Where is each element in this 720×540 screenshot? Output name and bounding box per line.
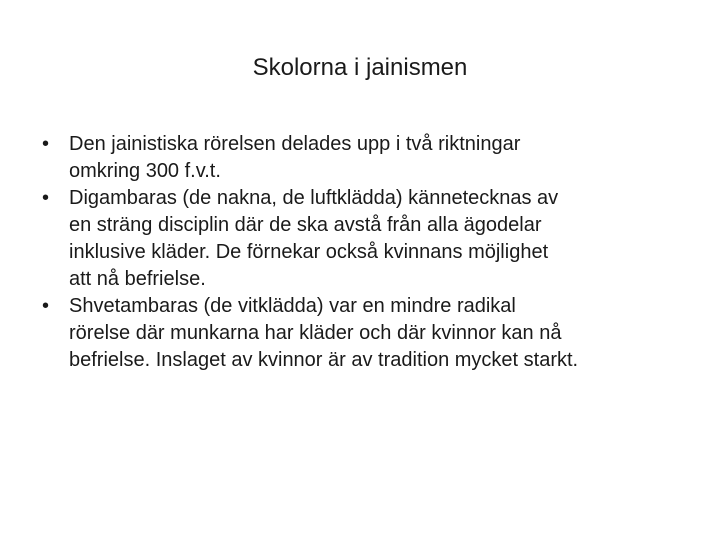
bullet-text-line: Digambaras (de nakna, de luftklädda) kännetecknas av <box>69 187 559 209</box>
bullet-text-line: Shvetambaras (de vitklädda) var en mindre radikal <box>69 295 516 317</box>
bullet-text-line: befrielse. Inslaget av kvinnor är av tradition mycket starkt. <box>69 349 579 371</box>
bullet-icon: • <box>42 187 50 209</box>
bullet-icon: • <box>42 295 50 317</box>
bullet-item <box>42 131 702 185</box>
bullet-text-line: inklusive kläder. De förnekar också kvinnans möjlighet <box>69 241 549 263</box>
bullet-text-line: en sträng disciplin där de ska avstå från alla ägodelar <box>69 214 542 236</box>
bullet-text-line: omkring 300 f.v.t. <box>69 160 221 182</box>
bullet-icon: • <box>42 133 50 155</box>
bullet-text-line: att nå befrielse. <box>69 268 206 290</box>
bullet-item <box>42 185 702 293</box>
slide-title: Skolorna i jainismen <box>252 54 468 81</box>
bullet-text-line: Den jainistiska rörelsen delades upp i två riktningar <box>69 133 521 155</box>
bullet-list <box>42 131 702 374</box>
bullet-text-line: rörelse där munkarna har kläder och där kvinnor kan nå <box>69 322 562 344</box>
bullet-item <box>42 293 702 374</box>
